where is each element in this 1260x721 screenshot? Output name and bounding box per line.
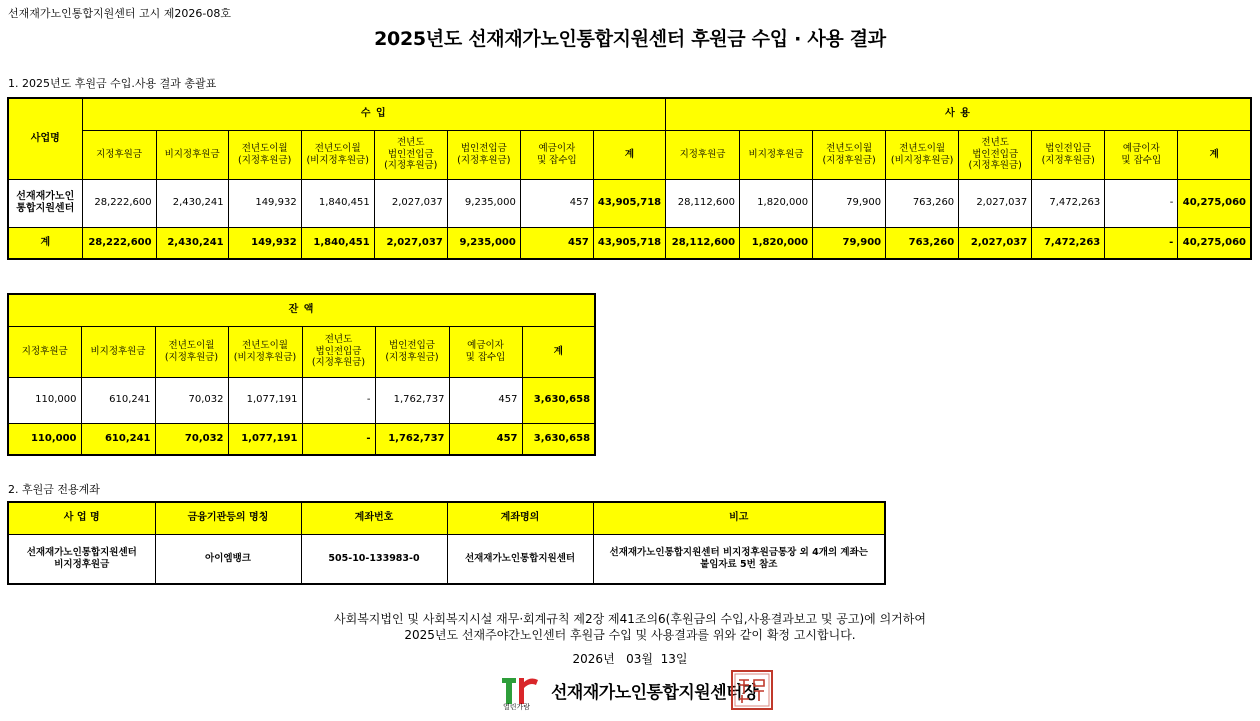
total-usage-cell: 1,820,000 xyxy=(740,227,813,259)
total-usage-cell: 28,112,600 xyxy=(665,227,739,259)
balance-total-row xyxy=(8,423,595,455)
balance-column-header: 지정후원금 xyxy=(8,326,81,377)
balance-total-cell: 610,241 xyxy=(81,423,155,455)
total-income-cell: 1,840,451 xyxy=(301,227,374,259)
income-cell: 149,932 xyxy=(228,179,301,227)
balance-total-cell: 3,630,658 xyxy=(522,423,595,455)
balance-total-cell: 457 xyxy=(449,423,522,455)
total-income-cell: 457 xyxy=(520,227,593,259)
balance-cell: 1,762,737 xyxy=(375,377,449,423)
income-cell: 2,027,037 xyxy=(374,179,447,227)
usage-cell: 28,112,600 xyxy=(665,179,739,227)
balance-total-cell: 110,000 xyxy=(8,423,81,455)
total-income-cell: 43,905,718 xyxy=(593,227,665,259)
table-total-row xyxy=(8,227,1251,259)
balance-cell: - xyxy=(302,377,375,423)
balance-table xyxy=(7,293,596,456)
column-header: 전년도 법인전입금 (지정후원금) xyxy=(374,130,447,179)
organization-head-name: 선재재가노인통합지원센터장 xyxy=(551,683,758,703)
usage-cell: 2,027,037 xyxy=(959,179,1032,227)
table-row xyxy=(8,179,1251,227)
official-seal-icon xyxy=(730,669,774,711)
section1-label: 1. 2025년도 후원금 수입.사용 결과 총괄표 xyxy=(8,77,217,90)
column-header: 전년도이월 (비지정후원금) xyxy=(886,130,959,179)
column-header: 비지정후원금 xyxy=(740,130,813,179)
usage-header: 사 용 xyxy=(665,98,1251,130)
column-header: 비지정후원금 xyxy=(156,130,228,179)
balance-column-header: 전년도이월 (지정후원금) xyxy=(155,326,228,377)
account-column-header: 계좌번호 xyxy=(301,502,447,534)
balance-total-cell: 1,762,737 xyxy=(375,423,449,455)
balance-cell: 110,000 xyxy=(8,377,81,423)
announcement-date: 2026년 03월 13일 xyxy=(572,652,688,666)
balance-column-header: 예금이자 및 잡수입 xyxy=(449,326,522,377)
account-cell: 선재재가노인통합지원센터 비지정후원금 xyxy=(8,534,155,584)
account-cell: 선재재가노인통합지원센터 비지정후원금통장 외 4개의 계좌는 붙임자료 5번 참조 xyxy=(593,534,885,584)
total-usage-cell: 7,472,263 xyxy=(1032,227,1105,259)
balance-column-header: 비지정후원금 xyxy=(81,326,155,377)
usage-cell: 763,260 xyxy=(886,179,959,227)
total-label: 계 xyxy=(8,227,82,259)
income-header: 수 입 xyxy=(82,98,665,130)
column-header: 법인전입금 (지정후원금) xyxy=(1032,130,1105,179)
income-cell: 2,430,241 xyxy=(156,179,228,227)
account-cell: 505-10-133983-0 xyxy=(301,534,447,584)
column-header-row xyxy=(8,130,1251,179)
account-column-header: 사 업 명 xyxy=(8,502,155,534)
balance-total-cell: 1,077,191 xyxy=(228,423,302,455)
column-header: 예금이자 및 잡수입 xyxy=(1105,130,1178,179)
balance-cell: 3,630,658 xyxy=(522,377,595,423)
column-header: 계 xyxy=(593,130,665,179)
footer-legal-basis: 사회복지법인 및 사회복지시설 재무·회계규칙 제2장 제41조의6(후원금의 수입,사용결과보고 및 공고)에 의거하여 xyxy=(334,612,926,626)
account-cell: 아이엠뱅크 xyxy=(155,534,301,584)
total-usage-cell: 79,900 xyxy=(813,227,886,259)
balance-cell: 1,077,191 xyxy=(228,377,302,423)
income-usage-summary-table xyxy=(7,97,1252,260)
total-income-cell: 2,027,037 xyxy=(374,227,447,259)
account-column-header: 비고 xyxy=(593,502,885,534)
income-cell: 28,222,600 xyxy=(82,179,156,227)
usage-cell: - xyxy=(1105,179,1178,227)
usage-cell: 1,820,000 xyxy=(740,179,813,227)
account-table xyxy=(7,501,886,585)
balance-column-header-row xyxy=(8,326,595,377)
account-column-header: 계좌명의 xyxy=(447,502,593,534)
account-header-row xyxy=(8,502,885,534)
logo-caption: 열린가람 xyxy=(503,703,531,711)
total-income-cell: 149,932 xyxy=(228,227,301,259)
usage-cell: 7,472,263 xyxy=(1032,179,1105,227)
balance-total-cell: - xyxy=(302,423,375,455)
account-row xyxy=(8,534,885,584)
account-column-header: 금융기관등의 명칭 xyxy=(155,502,301,534)
balance-column-header: 전년도 법인전입금 (지정후원금) xyxy=(302,326,375,377)
column-header: 계 xyxy=(1178,130,1251,179)
income-cell: 43,905,718 xyxy=(593,179,665,227)
footer-confirmation: 2025년도 선재주야간노인센터 후원금 수입 및 사용결과를 위와 같이 확정 고시합니다. xyxy=(404,628,856,642)
total-usage-cell: - xyxy=(1105,227,1178,259)
column-header: 지정후원금 xyxy=(665,130,739,179)
total-usage-cell: 2,027,037 xyxy=(959,227,1032,259)
column-header: 전년도이월 (지정후원금) xyxy=(813,130,886,179)
document-title: 2025년도 선재재가노인통합지원센터 후원금 수입 · 사용 결과 xyxy=(374,28,886,50)
income-cell: 9,235,000 xyxy=(447,179,520,227)
account-cell: 선재재가노인통합지원센터 xyxy=(447,534,593,584)
balance-total-cell: 70,032 xyxy=(155,423,228,455)
income-cell: 1,840,451 xyxy=(301,179,374,227)
usage-cell: 79,900 xyxy=(813,179,886,227)
column-header: 법인전입금 (지정후원금) xyxy=(447,130,520,179)
total-usage-cell: 40,275,060 xyxy=(1178,227,1251,259)
column-header: 예금이자 및 잡수입 xyxy=(520,130,593,179)
column-header: 지정후원금 xyxy=(82,130,156,179)
total-income-cell: 9,235,000 xyxy=(447,227,520,259)
balance-cell: 610,241 xyxy=(81,377,155,423)
balance-column-header: 전년도이월 (비지정후원금) xyxy=(228,326,302,377)
column-header: 전년도 법인전입금 (지정후원금) xyxy=(959,130,1032,179)
total-income-cell: 28,222,600 xyxy=(82,227,156,259)
balance-column-header: 계 xyxy=(522,326,595,377)
column-header: 전년도이월 (비지정후원금) xyxy=(301,130,374,179)
business-name-header: 사업명 xyxy=(8,98,82,179)
usage-cell: 40,275,060 xyxy=(1178,179,1251,227)
income-cell: 457 xyxy=(520,179,593,227)
row-business-name: 선재재가노인 통합지원센터 xyxy=(8,179,82,227)
section2-label: 2. 후원금 전용계좌 xyxy=(8,483,100,496)
column-header: 전년도이월 (지정후원금) xyxy=(228,130,301,179)
balance-column-header: 법인전입금 (지정후원금) xyxy=(375,326,449,377)
total-usage-cell: 763,260 xyxy=(886,227,959,259)
balance-header: 잔 액 xyxy=(8,294,595,326)
total-income-cell: 2,430,241 xyxy=(156,227,228,259)
notice-number: 선재재가노인통합지원센터 고시 제2026-08호 xyxy=(8,7,231,20)
balance-row xyxy=(8,377,595,423)
balance-cell: 70,032 xyxy=(155,377,228,423)
balance-cell: 457 xyxy=(449,377,522,423)
